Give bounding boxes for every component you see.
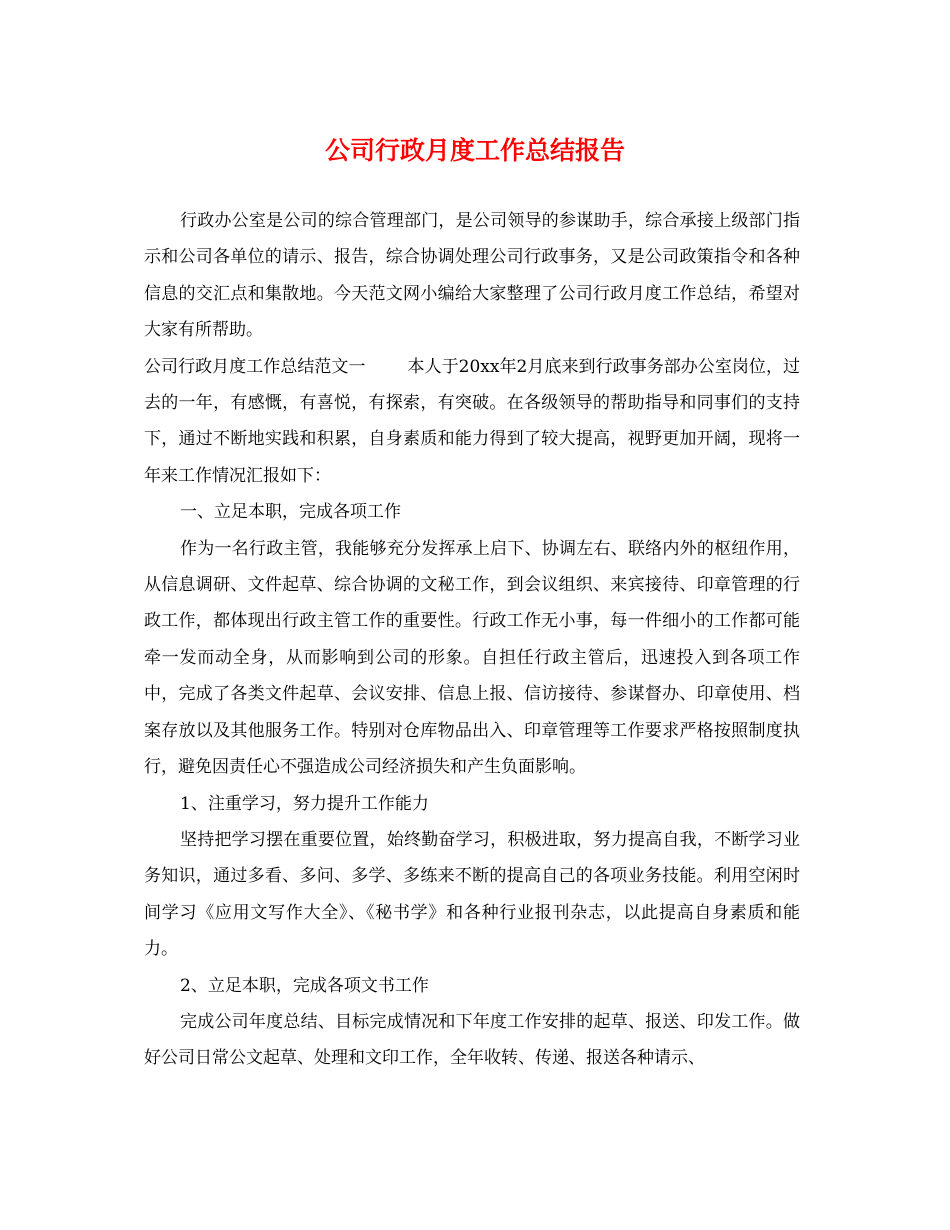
- sample-heading: 公司行政月度工作总结范文一: [144, 356, 366, 377]
- point2-heading: 2、立足本职，完成各项文书工作: [180, 975, 429, 996]
- sample-first-text: 本人于20xx年2月底来到行政事务部办公室岗位，过去的一年，有感慨，有喜悦，有探索，有突破。在各级领导的帮助指导和同事们的支持下，通过不断地实践和积累，自身素质和能力得到了较大提高，视野更加开阔，现将一年来工作情况汇报如下：: [144, 356, 801, 486]
- document-body: [144, 203, 800, 1077]
- point1-heading: 1、注重学习，努力提升工作能力: [180, 793, 429, 814]
- section1-body: 作为一名行政主管，我能够充分发挥承上启下、协调左右、联络内外的枢纽作用，从信息调研、文件起草、综合协调的文秘工作，到会议组织、来宾接待、印章管理的行政工作，都体现出行政主管工作的重要性。行政工作无小事，每一件细小的工作都可能牵一发而动全身，从而影响到公司的形象。自担任行政主管后，迅速投入到各项工作中，完成了各类文件起草、会议安排、信息上报、信访接待、参谋督办、印章使用、档案存放以及其他服务工作。特别对仓库物品出入、印章管理等工作要求严格按照制度执行，避免因责任心不强造成公司经济损失和产生负面影响。: [144, 538, 800, 778]
- intro-paragraph: 行政办公室是公司的综合管理部门，是公司领导的参谋助手，综合承接上级部门指示和公司各单位的请示、报告，综合协调处理公司行政事务，又是公司政策指令和各种信息的交汇点和集散地。今天范文网小编给大家整理了公司行政月度工作总结，希望对大家有所帮助。: [144, 211, 800, 341]
- point1-body: 坚持把学习摆在重要位置，始终勤奋学习，积极进取，努力提高自我，不断学习业务知识，通过多看、多问、多学、多练来不断的提高自己的各项业务技能。利用空闲时间学习《应用文写作大全》、《秘书学》和各种行业报刊杂志，以此提高自身素质和能力。: [144, 829, 800, 960]
- section1-heading: 一、立足本职，完成各项工作: [180, 502, 401, 523]
- point2-body: 完成公司年度总结、目标完成情况和下年度工作安排的起草、报送、印发工作。做好公司日常公文起草、处理和文印工作，全年收转、传递、报送各种请示、: [144, 1011, 800, 1069]
- document-title: 公司行政月度工作总结报告: [324, 136, 625, 165]
- sample-paragraph: [144, 349, 800, 495]
